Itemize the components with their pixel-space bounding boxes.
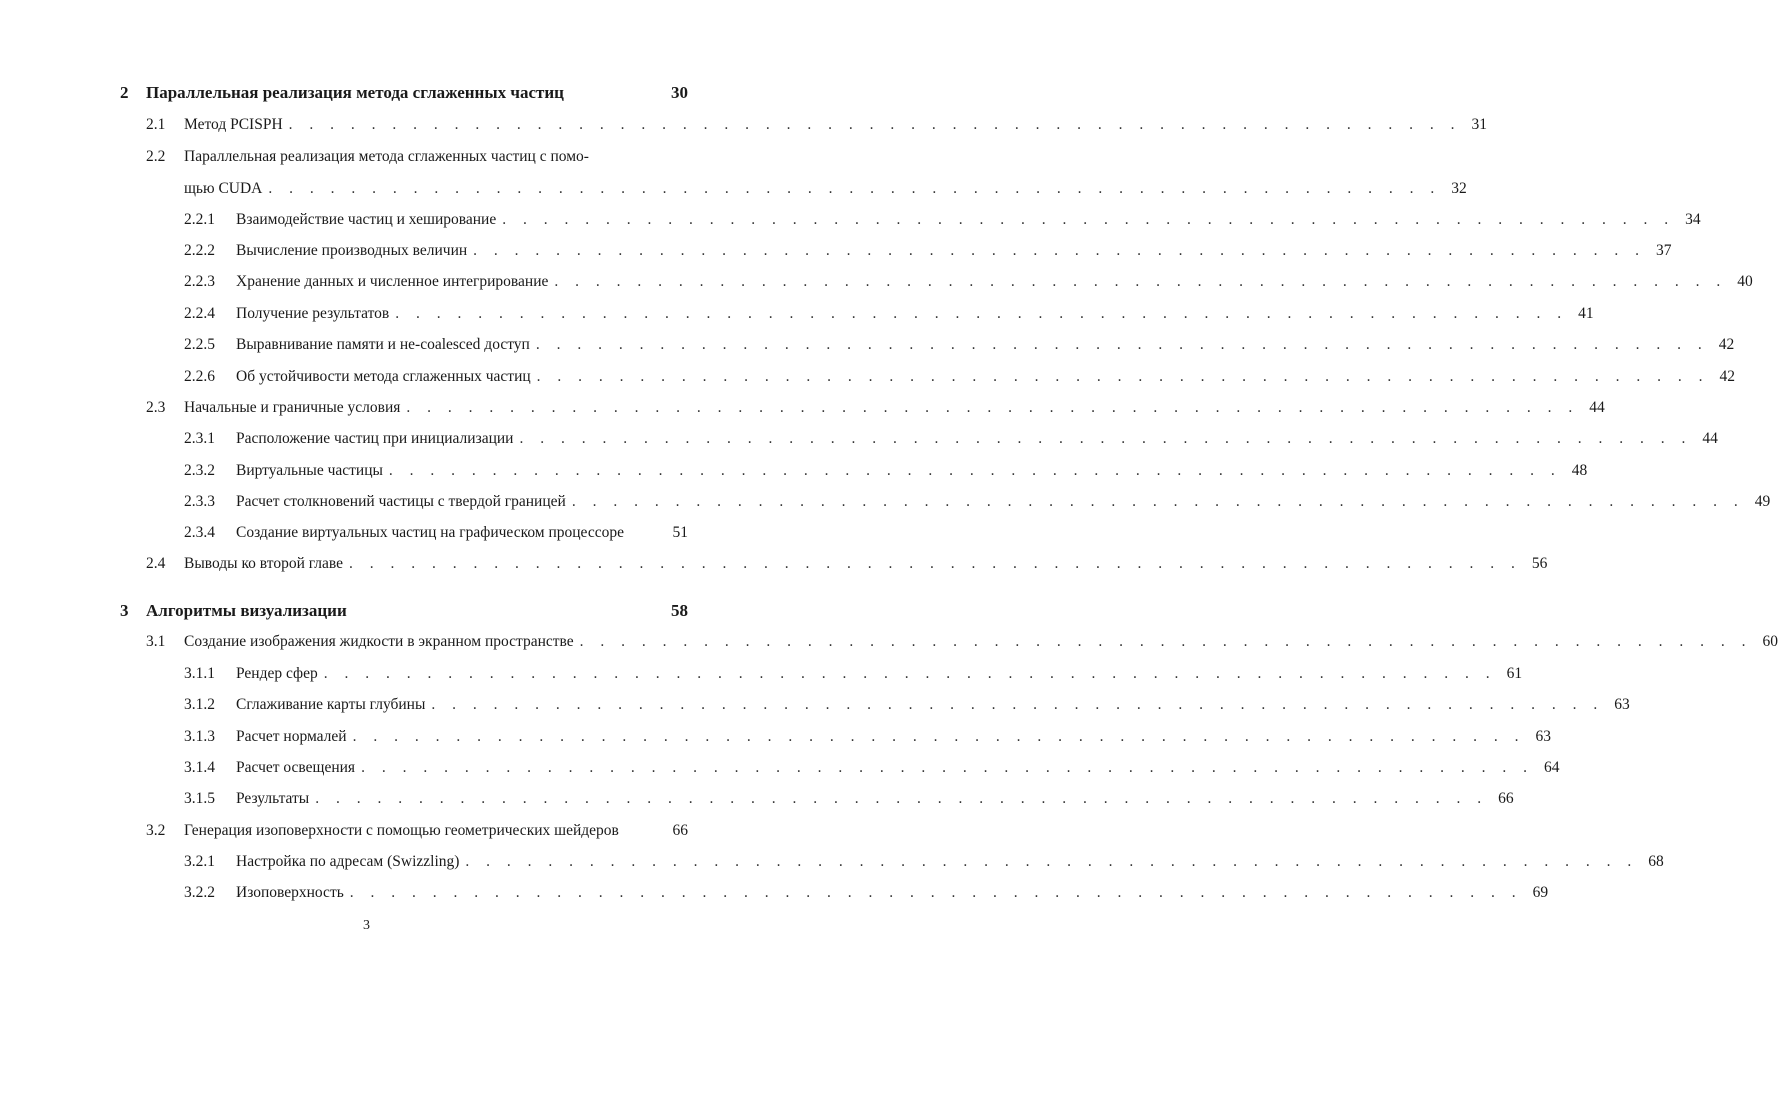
dot-leader: . . . . . . . . . . . . . . . . . . . . . . . . . . . . . . . . . . . . . . . . . . . . . . . . . . . . . . . . . [473,242,1646,259]
toc-section-2-1[interactable] [146,114,1488,136]
page-number: 3 [363,918,370,933]
toc-page: 37 [1656,242,1672,259]
dot-leader: . . . . . . . . . . . . . . . . . . . . . . . . . . . . . . . . . . . . . . . . . . . . . . . . . . . . . . . . . [431,696,1604,713]
dot-leader: . . . . . . . . . . . . . . . . . . . . . . . . . . . . . . . . . . . . . . . . . . . . . . . . . . . . . . . . . [554,273,1727,290]
dot-leader: . . . . . . . . . . . . . . . . . . . . . . . . . . . . . . . . . . . . . . . . . . . . . . . . . . . . . . . . . [315,790,1488,807]
dot-leader: . . . . . . . . . . . . . . . . . . . . . . . . . . . . . . . . . . . . . . . . . . . . . . . . . . . . . . . . . [388,462,1562,479]
toc-number: 2.2.2 [184,242,215,259]
toc-number: 2.4 [146,555,166,572]
toc-number: 3.1.1 [184,665,215,682]
dot-leader: . . . . . . . . . . . . . . . . . . . . . . . . . . . . . . . . . . . . . . . . . . . . . . . . . . . . . . . . . [361,759,1534,776]
dot-leader: . . . . . . . . . . . . . . . . . . . . . . . . . . . . . . . . . . . . . . . . . . . . . . . . . . . . . . . . . [536,368,1710,385]
toc-subsection-3-2-2[interactable] [184,882,1549,904]
toc-number: 2.3.3 [184,493,215,510]
toc-page: 40 [1737,273,1753,290]
toc-page: 60 [1762,633,1778,650]
toc-title: Параллельная реализация метода сглаженных частиц [146,83,564,102]
toc-page: 64 [1543,759,1560,776]
toc-title: Генерация изоповерхности с помощью геометрических шейдеров [184,822,619,839]
toc-page: 30 [671,83,688,102]
toc-page: 68 [1648,853,1664,870]
toc-title: Вычисление производных величин [236,242,468,259]
toc-page: 42 [1718,336,1735,353]
toc-title: Выводы ко второй главе [184,555,344,572]
toc-number: 2 [120,83,129,102]
toc-title: Виртуальные частицы [236,462,383,479]
toc-section-2-4[interactable] [146,553,1548,575]
toc-subsection-3-1-3[interactable] [184,726,1551,748]
toc-page: 61 [1506,665,1523,682]
toc-number: 2.1 [146,116,166,133]
toc-title: Создание изображения жидкости в экранном пространстве [184,633,574,650]
toc-title: Выравнивание памяти и не-coalesced доступ [236,336,530,353]
toc-title: Об устойчивости метода сглаженных частиц [236,368,531,385]
toc-page: 32 [1451,180,1467,197]
toc-chapter-2[interactable] [120,82,688,104]
toc-number: 2.2.3 [184,273,215,290]
toc-number: 3.2 [146,822,166,839]
toc-number: 3.2.1 [184,853,215,870]
toc-subsection-2-2-1[interactable] [184,209,1701,231]
toc-title: Начальные и граничные условия [184,399,401,416]
toc-page: 49 [1754,493,1771,510]
toc-number: 2.2.6 [184,368,215,385]
toc-subsection-3-1-1[interactable] [184,663,1523,685]
toc-number: 2.2.5 [184,336,215,353]
toc-number: 2.2.1 [184,211,215,228]
toc-page: 66 [1498,790,1514,807]
toc-subsection-2-3-1[interactable] [184,428,1718,450]
toc-title: Метод PCISPH [184,116,283,133]
toc-page: 63 [1614,696,1630,713]
toc-number: 3.1.4 [184,759,215,776]
toc-section-3-1[interactable] [146,631,1778,653]
toc-subsection-3-1-2[interactable] [184,694,1630,716]
toc-number: 2.3 [146,399,166,416]
dot-leader: . . . . . . . . . . . . . . . . . . . . . . . . . . . . . . . . . . . . . . . . . . . . . . . . . . . . . . . . . [579,633,1753,650]
dot-leader: . . . . . . . . . . . . . . . . . . . . . . . . . . . . . . . . . . . . . . . . . . . . . . . . . . . . . . . . . [395,305,1568,322]
dot-leader: . . . . . . . . . . . . . . . . . . . . . . . . . . . . . . . . . . . . . . . . . . . . . . . . . . . . . . . . . [323,665,1497,682]
toc-page: 31 [1471,116,1488,133]
toc-page: 42 [1719,368,1736,385]
toc-title: Расчет нормалей [236,728,347,745]
toc-title: Расчет столкновений частицы с твердой границей [236,493,566,510]
toc-subsection-2-2-3[interactable] [184,271,1753,293]
toc-number: 2.3.1 [184,430,215,447]
toc-number: 2.3.4 [184,524,215,541]
toc-subsection-3-1-4[interactable] [184,757,1560,779]
toc-number: 3.2.2 [184,884,215,901]
toc-number: 3.1.2 [184,696,215,713]
toc-title: Рендер сфер [236,665,318,682]
toc-page: 58 [671,601,688,620]
dot-leader: . . . . . . . . . . . . . . . . . . . . . . . . . . . . . . . . . . . . . . . . . . . . . . . . . . . . . . . . . [352,728,1525,745]
toc-number: 2.2 [146,148,166,165]
toc-page: 48 [1571,462,1588,479]
toc-chapter-3[interactable] [120,600,688,622]
toc-number: 3.1 [146,633,166,650]
toc-title: Изоповерхность [236,884,344,901]
toc-page: 69 [1532,884,1549,901]
dot-leader: . . . . . . . . . . . . . . . . . . . . . . . . . . . . . . . . . . . . . . . . . . . . . . . . . . . . . . . . . [349,884,1523,901]
toc-page: 41 [1578,305,1594,322]
toc-subsection-3-2-1[interactable] [184,851,1664,873]
toc-page: 51 [672,524,688,541]
toc-number: 3 [120,601,129,620]
toc-number: 2.3.2 [184,462,215,479]
toc-title: Расчет освещения [236,759,356,776]
toc-page: 44 [1589,399,1605,416]
toc-title: Взаимодействие частиц и хеширование [236,211,497,228]
toc-page: 66 [672,822,688,839]
dot-leader: . . . . . . . . . . . . . . . . . . . . . . . . . . . . . . . . . . . . . . . . . . . . . . . . . . . . . . . . . [465,853,1638,870]
dot-leader: . . . . . . . . . . . . . . . . . . . . . . . . . . . . . . . . . . . . . . . . . . . . . . . . . . . . . . . . . [519,430,1692,447]
toc-subsection-2-3-4[interactable] [184,522,688,544]
toc-section-2-2-continuation[interactable] [184,178,1467,200]
toc-title: Результаты [236,790,310,807]
toc-title-continuation: щью CUDA [184,180,263,197]
toc-page: 44 [1702,430,1718,447]
toc-title: Параллельная реализация метода сглаженных частиц с помо- [184,148,589,165]
toc-subsection-2-2-4[interactable] [184,303,1594,325]
toc-title: Настройка по адресам (Swizzling) [236,853,460,870]
toc-page: 63 [1535,728,1551,745]
toc-title: Получение результатов [236,305,390,322]
toc-section-3-2[interactable] [146,820,688,842]
toc-subsection-2-3-3[interactable] [184,491,1771,513]
dot-leader: . . . . . . . . . . . . . . . . . . . . . . . . . . . . . . . . . . . . . . . . . . . . . . . . . . . . . . . . . [535,336,1709,353]
toc-section-2-3[interactable] [146,397,1605,419]
dot-leader: . . . . . . . . . . . . . . . . . . . . . . . . . . . . . . . . . . . . . . . . . . . . . . . . . . . . . . . . . [502,211,1675,228]
toc-title: Расположение частиц при инициализации [236,430,514,447]
dot-leader: . . . . . . . . . . . . . . . . . . . . . . . . . . . . . . . . . . . . . . . . . . . . . . . . . . . . . . . . . [268,180,1441,197]
toc-subsection-3-1-5[interactable] [184,788,1514,810]
dot-leader: . . . . . . . . . . . . . . . . . . . . . . . . . . . . . . . . . . . . . . . . . . . . . . . . . . . . . . . . . [349,555,1522,572]
toc-title: Хранение данных и численное интегрирование [236,273,549,290]
toc-subsection-2-3-2[interactable] [184,460,1588,482]
dot-leader: . . . . . . . . . . . . . . . . . . . . . . . . . . . . . . . . . . . . . . . . . . . . . . . . . . . . . . . . . [406,399,1579,416]
toc-number: 3.1.5 [184,790,215,807]
toc-number: 2.2.4 [184,305,215,322]
toc-page: 34 [1685,211,1701,228]
toc-title: Сглаживание карты глубины [236,696,426,713]
toc-title: Создание виртуальных частиц на графическом процессоре [236,524,624,541]
toc-title: Алгоритмы визуализации [146,601,347,620]
toc-subsection-2-2-6[interactable] [184,366,1736,388]
dot-leader: . . . . . . . . . . . . . . . . . . . . . . . . . . . . . . . . . . . . . . . . . . . . . . . . . . . . . . . . . [288,116,1462,133]
toc-section-2-2[interactable] [146,146,688,168]
toc-page: 56 [1531,555,1548,572]
toc-subsection-2-2-2[interactable] [184,240,1672,262]
toc-subsection-2-2-5[interactable] [184,334,1735,356]
toc-number: 3.1.3 [184,728,215,745]
dot-leader: . . . . . . . . . . . . . . . . . . . . . . . . . . . . . . . . . . . . . . . . . . . . . . . . . . . . . . . . . [571,493,1745,510]
